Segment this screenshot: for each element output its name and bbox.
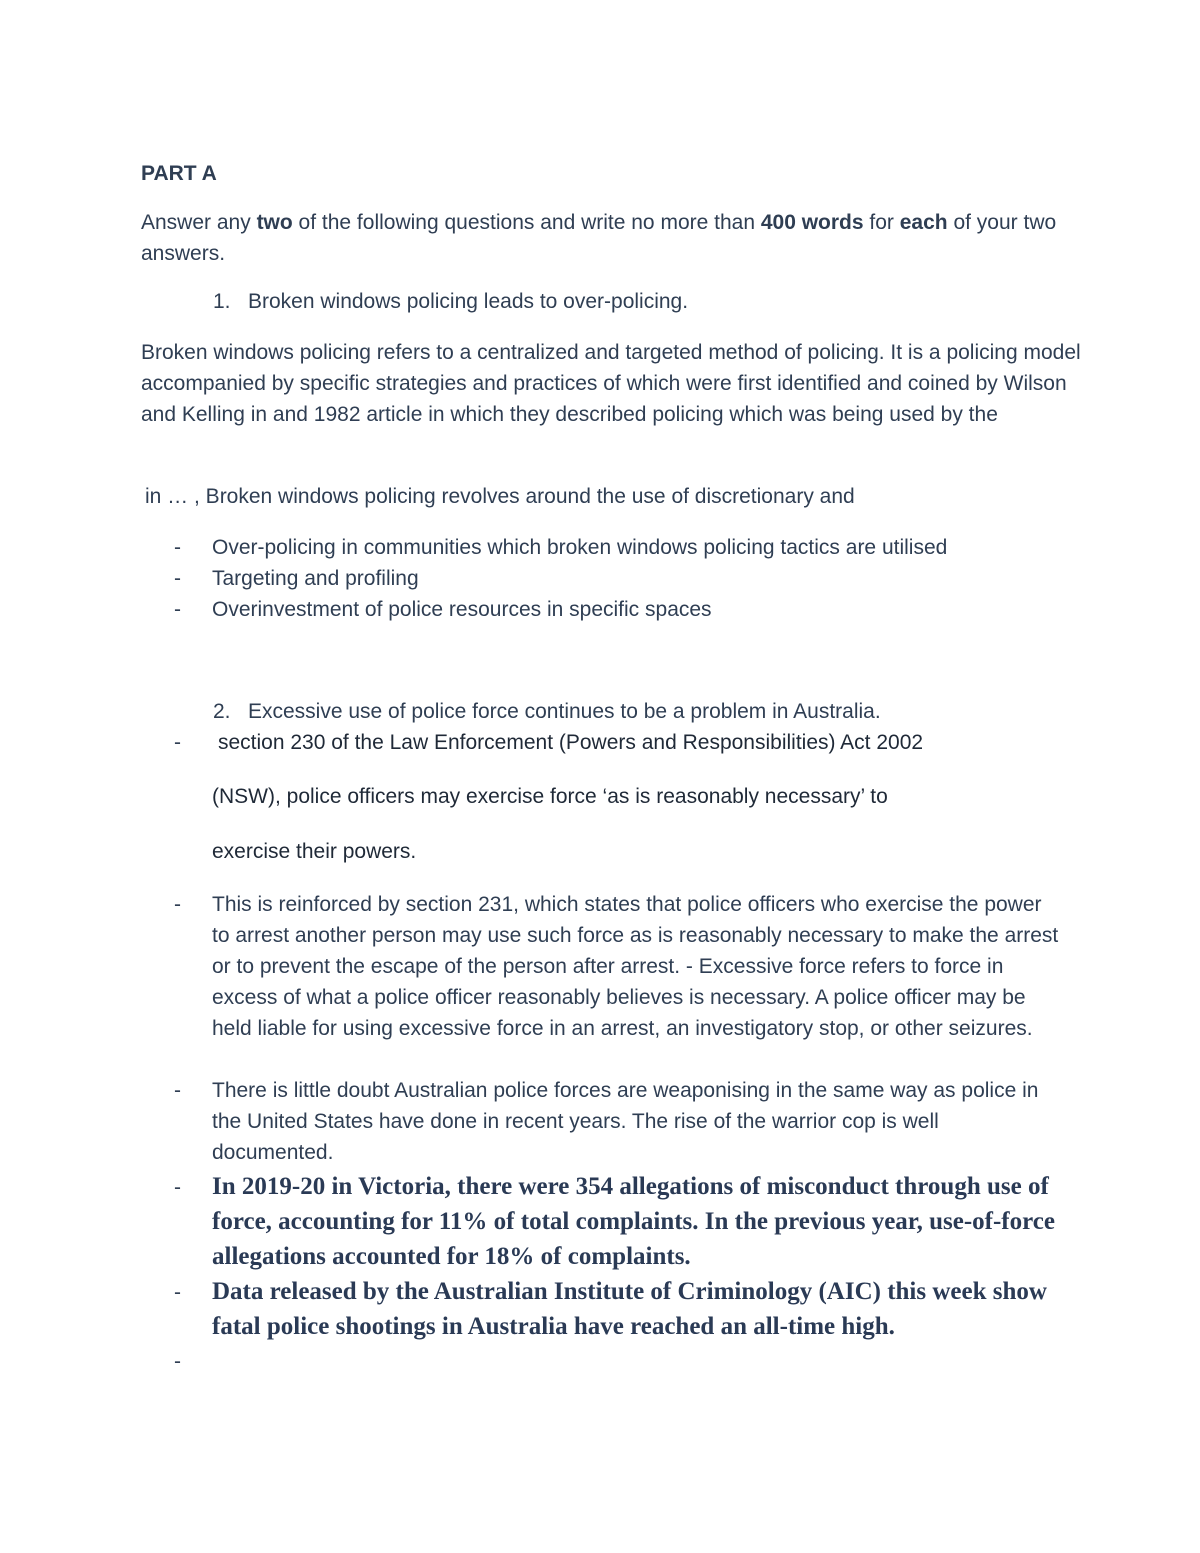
bullet-section-231: This is reinforced by section 231, which states that police officers who exercise the power to arrest another person may use such force as is reasonably necessary to make the arrest or to prevent the escape of the person after arrest. - Excessive force refers to force in excess of what a police officer reasonably believes is necessary. A police officer may be held liable for using excessive force in an arrest, an investigatory stop, or other seizures. <box>212 893 1059 1040</box>
bullet-dash: - <box>174 567 181 590</box>
bullet-dash: - <box>174 1079 181 1102</box>
bullet-aic-data: Data released by the Australian Institute of Criminology (AIC) this week show fatal police shootings in Australia have reached an all-time high. <box>212 1278 1047 1340</box>
instructions-emphasis-two: two <box>256 211 293 234</box>
answer-1-paragraph: Broken windows policing refers to a centralized and targeted method of policing. It is a policing model accompanied by specific strategies and practices of which were first identified and coined by Wilson and Kelling in and 1982 article in which they described policing which was being used by the <box>141 341 1081 426</box>
bullet-dash: - <box>174 1176 181 1199</box>
bullet-dash-empty: - <box>174 1350 181 1373</box>
bullet-dash: - <box>174 893 181 916</box>
question-1-text: Broken windows policing leads to over-policing. <box>248 290 689 313</box>
instructions-text: for <box>863 211 900 234</box>
section-230-line-1: section 230 of the Law Enforcement (Powers and Responsibilities) Act 2002 <box>218 731 924 754</box>
question-1-number: 1. <box>213 290 231 313</box>
bullet-dash: - <box>174 731 181 754</box>
bullet-dash: - <box>174 598 181 621</box>
bullet-targeting: Targeting and profiling <box>212 567 419 590</box>
bullet-weaponising: There is little doubt Australian police forces are weaponising in the same way as police in the United States have done in recent years. The rise of the warrior cop is well documented. <box>212 1079 1039 1164</box>
question-2-number: 2. <box>213 700 231 723</box>
part-heading: PART A <box>141 162 217 185</box>
bullet-overinvestment: Overinvestment of police resources in specific spaces <box>212 598 712 621</box>
section-230-line-3: exercise their powers. <box>212 840 417 863</box>
question-2-text: Excessive use of police force continues to be a problem in Australia. <box>248 700 881 723</box>
instructions-emphasis-each: each <box>899 211 948 234</box>
bullet-dash: - <box>174 536 181 559</box>
instructions-text: of the following questions and write no more than <box>292 211 761 234</box>
instructions-paragraph <box>141 207 1081 269</box>
bullet-victoria-statistics: In 2019-20 in Victoria, there were 354 allegations of misconduct through use of force, accounting for 11% of total complaints. In the previous year, use-of-force allegations accounted for 18% of complaints. <box>212 1173 1055 1270</box>
instructions-text: of your two answers. <box>141 211 1057 265</box>
bullet-over-policing: Over-policing in communities which broken windows policing tactics are utilised <box>212 536 948 559</box>
answer-1-continuation: in … , Broken windows policing revolves around the use of discretionary and <box>145 485 855 508</box>
bullet-dash: - <box>174 1281 181 1304</box>
instructions-emphasis-words: 400 words <box>760 211 864 234</box>
instructions-text: Answer any <box>141 211 257 234</box>
section-230-line-2: (NSW), police officers may exercise force ‘as is reasonably necessary’ to <box>212 785 888 808</box>
